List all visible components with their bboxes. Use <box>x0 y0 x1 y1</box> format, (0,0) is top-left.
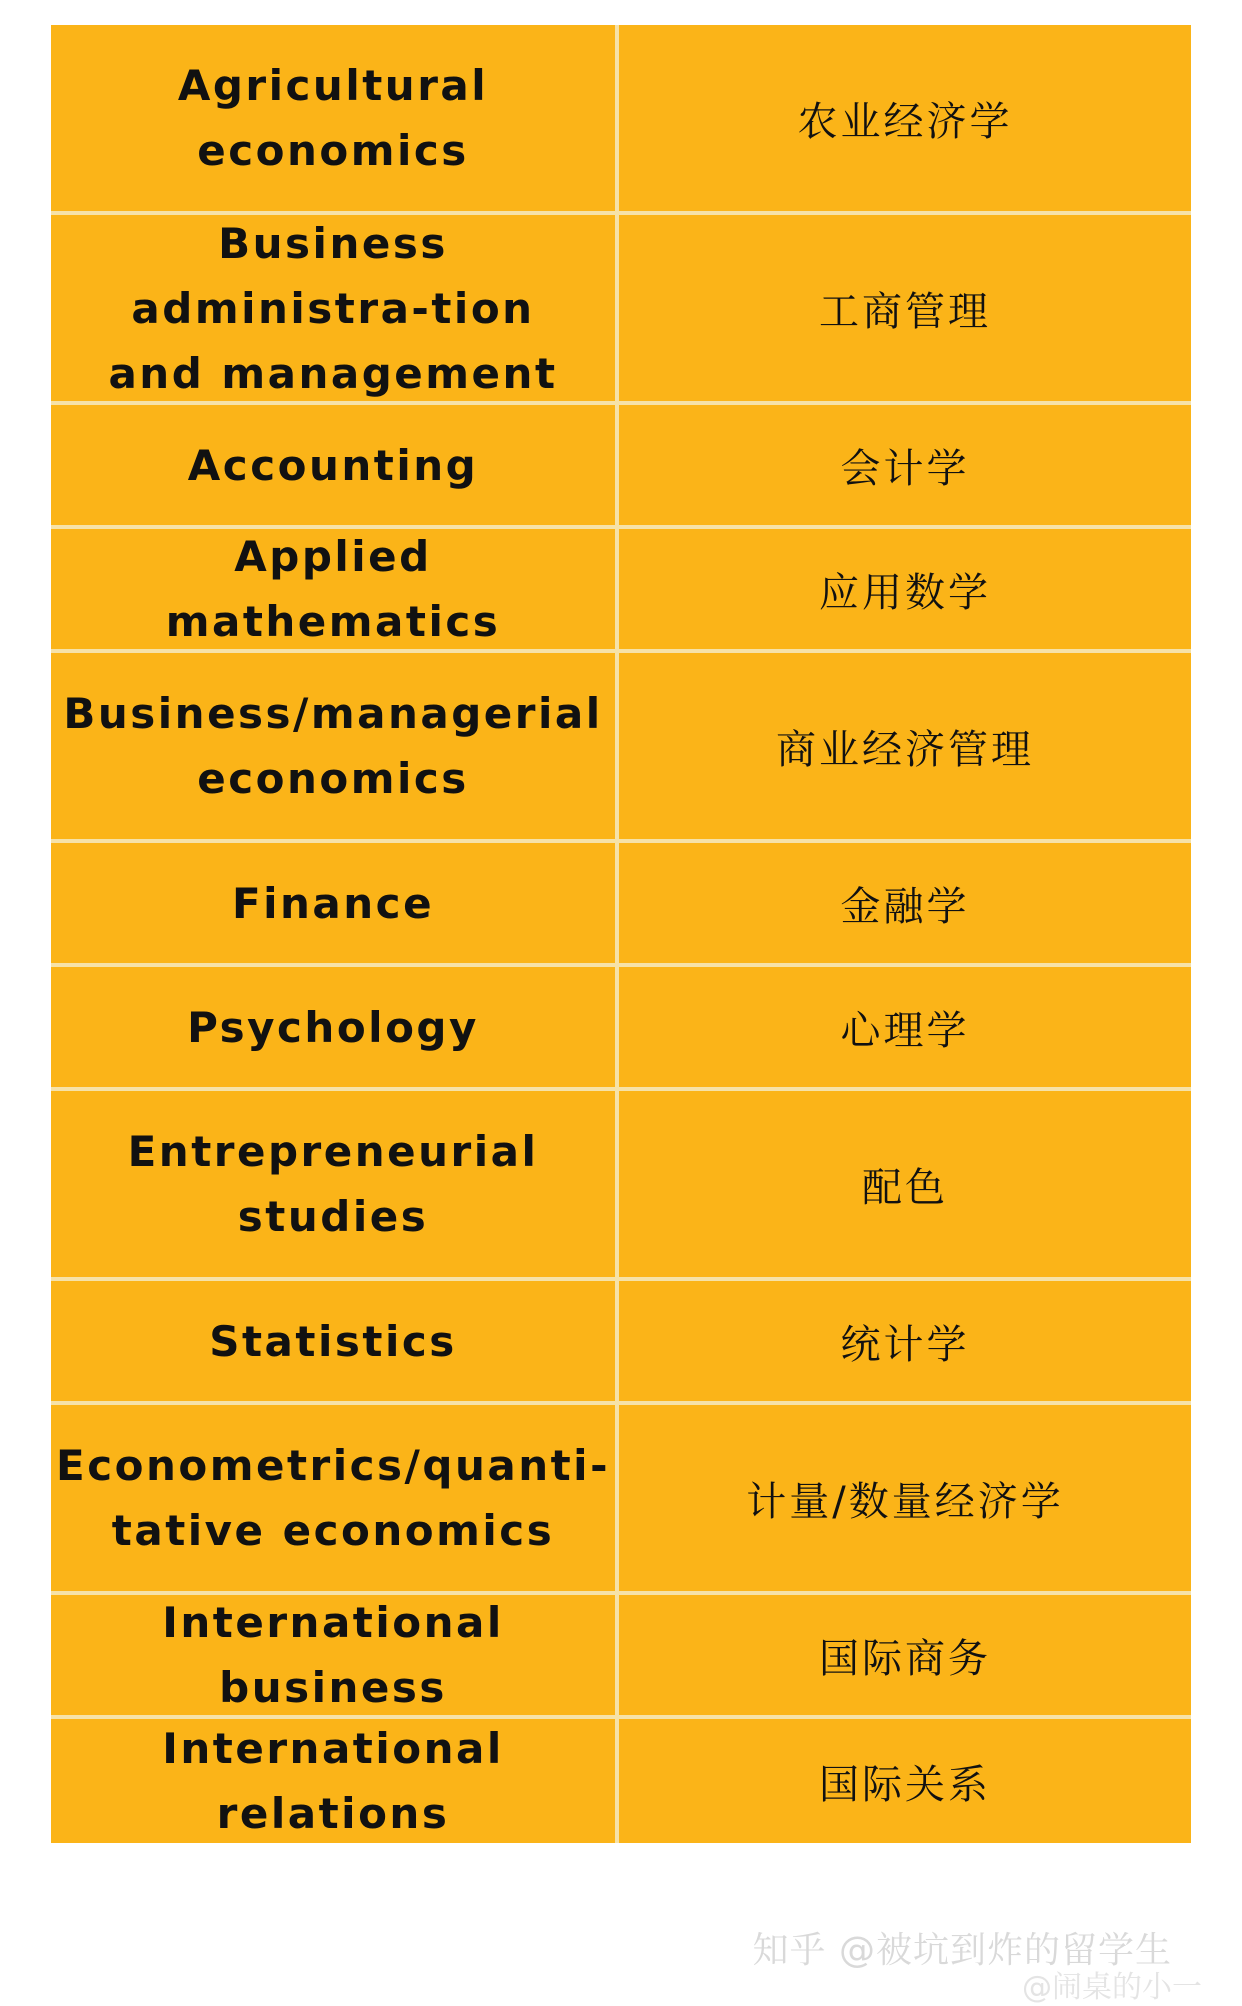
english-major: Applied mathematics <box>51 529 619 649</box>
chinese-major: 国际关系 <box>619 1719 1191 1843</box>
chinese-major: 工商管理 <box>619 215 1191 401</box>
english-major: Accounting <box>51 405 619 525</box>
english-major: Entrepreneurial studies <box>51 1091 619 1277</box>
table-row <box>51 1595 1191 1719</box>
majors-table <box>51 25 1191 1843</box>
chinese-major: 心理学 <box>619 967 1191 1087</box>
english-major: Psychology <box>51 967 619 1087</box>
english-major: Business administra-tion and management <box>51 215 619 401</box>
english-major: Econometrics/quanti-tative economics <box>51 1405 619 1591</box>
english-major: Finance <box>51 843 619 963</box>
table-row <box>51 1281 1191 1405</box>
english-major: International relations <box>51 1719 619 1843</box>
english-major: Statistics <box>51 1281 619 1401</box>
zhihu-watermark: 知乎 @被坑到炸的留学生 <box>752 1930 1172 1971</box>
table-row <box>51 1405 1191 1595</box>
table-row <box>51 1091 1191 1281</box>
chinese-major: 会计学 <box>619 405 1191 525</box>
table-row <box>51 529 1191 653</box>
weibo-watermark: @闹桌的小一 <box>1022 1970 1202 2005</box>
chinese-major: 金融学 <box>619 843 1191 963</box>
table-row <box>51 843 1191 967</box>
table-row <box>51 405 1191 529</box>
chinese-major: 应用数学 <box>619 529 1191 649</box>
table-row <box>51 967 1191 1091</box>
table-row <box>51 653 1191 843</box>
chinese-major: 农业经济学 <box>619 25 1191 211</box>
chinese-major: 配色 <box>619 1091 1191 1277</box>
english-major: Agricultural economics <box>51 25 619 211</box>
chinese-major: 商业经济管理 <box>619 653 1191 839</box>
table-row <box>51 1719 1191 1843</box>
table-row <box>51 25 1191 215</box>
chinese-major: 统计学 <box>619 1281 1191 1401</box>
table-row <box>51 215 1191 405</box>
english-major: Business/managerial economics <box>51 653 619 839</box>
english-major: International business <box>51 1595 619 1715</box>
chinese-major: 国际商务 <box>619 1595 1191 1715</box>
chinese-major: 计量/数量经济学 <box>619 1405 1191 1591</box>
